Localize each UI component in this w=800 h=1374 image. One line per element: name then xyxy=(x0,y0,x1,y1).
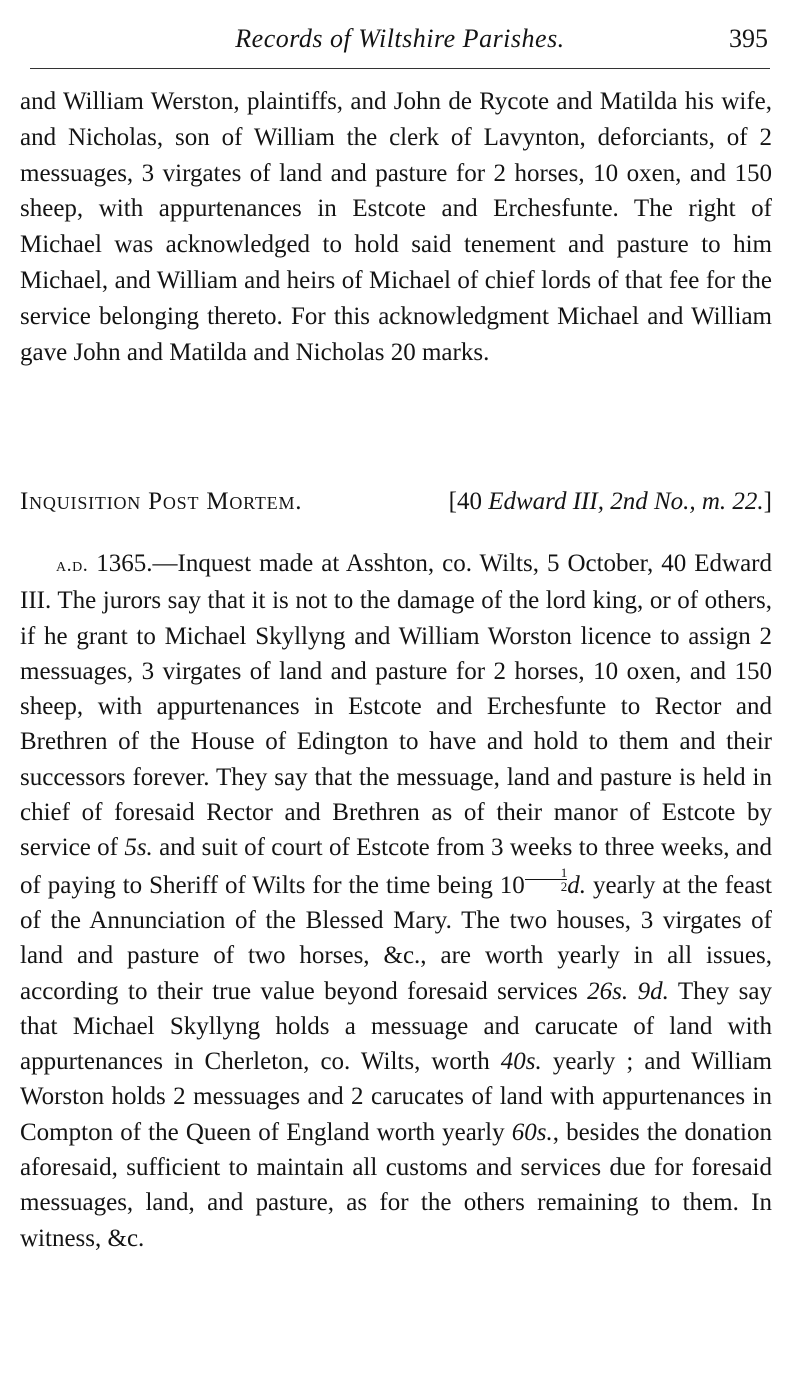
ad-label: a.d. xyxy=(56,554,89,576)
inquest-paragraph xyxy=(20,546,772,1256)
text-run: , besides the donation aforesaid, sufficient to maintain all customs and services due for foresaid messuages, land, and pasture, as for the others remaining to them. In witness, &c. xyxy=(20,1118,772,1252)
reference-close: ] xyxy=(763,488,772,515)
text-run: yearly ; and William Worston holds 2 messuages and 2 carucates of land with appurtenances in Compton of the Queen of England worth yearly xyxy=(20,1048,772,1146)
text-run: yearly at the feast of the Annunciation of the Blessed Mary. The two houses, 3 virgates of land and pasture of two horses, &c., are worth yearly in all issues, according to their true value beyond foresaid services xyxy=(20,871,772,1005)
text-run: They say that Michael Skyllyng holds a messuage and carucate of land with appurtenances in Cherleton, co. Wilts, worth xyxy=(20,977,773,1076)
paragraph-text: and William Werston, plaintiffs, and John de Rycote and Matilda his wife, and Nicholas, son of William the clerk of Lavynton, deforciants, of 2 messuages, 3 virgates of land and pasture for 2 horses, 10 oxen, and 150 sheep, with appurtenances in Estcote and Erchesfunte. The right of Michael was acknowledged to hold said tenement and pasture to him Michael, and William and heirs of Michael of chief lords of that fee for the service belonging thereto. For this acknowledgment Michael and William gave John and Matilda and Nicholas 20 marks. xyxy=(20,88,772,366)
money-amount: 5s. xyxy=(124,834,153,862)
half-fraction xyxy=(525,866,568,893)
money-amount: 40s. xyxy=(500,1048,542,1076)
text-run: and suit of court of Estcote from 3 weeks to three weeks, and of paying to Sheriff of Wilts for the time being xyxy=(20,834,772,899)
amount-whole: 10 xyxy=(499,871,525,899)
reference-italic: Edward III, 2nd No., m. 22. xyxy=(488,488,764,515)
header-rule xyxy=(30,68,770,69)
text-run: 1365.—Inquest made at Asshton, co. Wilts, 5 October, 40 Edward III. The jurors say that it is not to the damage of the lord king, or of others, if he grant to Michael Skyllyng and William Worston licence to assign 2 messuages, 3 virgates of land and pasture for 2 horses, 10 oxen, and 150 sheep, with appurtenances in Estcote and Erchesfunte to Rector and Brethren of the House of Edington to have and hold to them and their successors forever. They say that the messuage, land and pasture is held in chief of foresaid Rector and Brethren as of their manor of Estcote by service of xyxy=(20,550,772,862)
money-amount xyxy=(499,864,587,899)
money-amount: 26s. 9d. xyxy=(587,977,669,1005)
heading-title: Inquisition Post Mortem. xyxy=(20,488,303,515)
paragraph-text xyxy=(20,546,772,1256)
heading-reference xyxy=(449,484,772,520)
fraction-numerator: 1 xyxy=(525,866,568,880)
amount-unit: d. xyxy=(567,871,587,899)
section-heading xyxy=(20,484,772,520)
fraction-denominator: 2 xyxy=(560,878,568,894)
money-amount: 60s. xyxy=(511,1118,553,1146)
running-header xyxy=(30,18,770,62)
running-title: Records of Wiltshire Parishes. xyxy=(235,24,565,53)
continued-paragraph xyxy=(20,84,772,370)
page-number: 395 xyxy=(729,24,768,53)
reference-open: [40 xyxy=(448,488,489,515)
